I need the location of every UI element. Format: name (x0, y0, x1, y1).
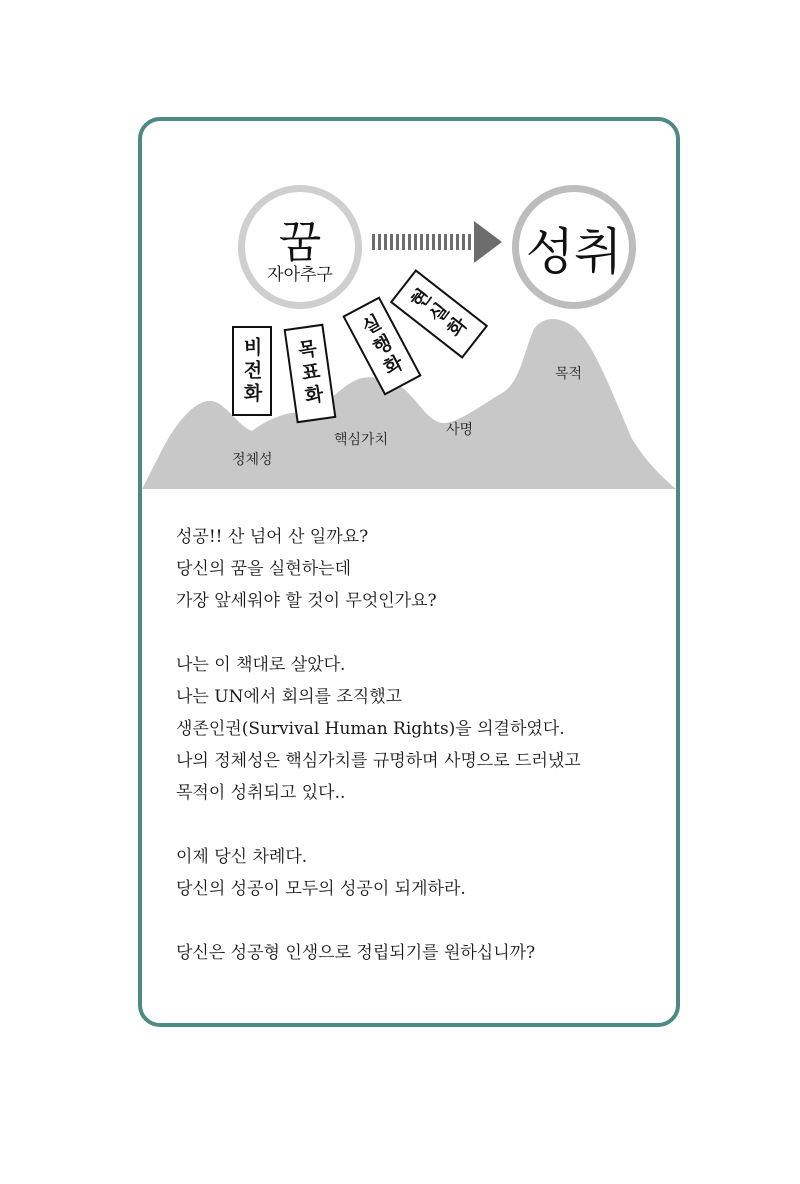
text-line: 생존인권(Survival Human Rights)을 의결하였다. (176, 719, 565, 739)
stage-label: 현실화 (404, 284, 473, 345)
dream-circle (238, 185, 362, 309)
progress-arrow (370, 221, 502, 263)
achievement-circle (512, 185, 636, 309)
body-text (176, 521, 656, 969)
text-line: 성공!! 산 넘어 산 일까요? (176, 527, 369, 547)
mountain-label-core-values: 핵심가치 (334, 432, 389, 448)
content-card (138, 117, 680, 1027)
text-line: 가장 앞세워야 할 것이 무엇인가요? (176, 591, 437, 611)
paragraph (176, 649, 656, 809)
mountain-label-mission: 사명 (446, 422, 474, 438)
text-line: 이제 당신 차례다. (176, 847, 308, 867)
dream-to-achievement-diagram (142, 121, 676, 506)
mountain-label-identity: 정체성 (232, 452, 273, 468)
achievement-title: 성취 (525, 223, 623, 281)
dream-subtitle: 자아추구 (267, 265, 333, 285)
text-line: 나는 UN에서 회의를 조직했고 (176, 687, 403, 707)
paragraph (176, 841, 656, 905)
stage-label: 목표화 (293, 337, 326, 410)
mountain-label-purpose: 목적 (555, 366, 583, 382)
dream-title: 꿈 (278, 217, 322, 268)
text-line: 나의 정체성은 핵심가치를 규명하며 사명으로 드러냈고 (176, 751, 581, 771)
text-line: 나는 이 책대로 살았다. (176, 655, 346, 675)
text-line: 당신의 꿈을 실현하는데 (176, 559, 352, 579)
text-line: 당신의 성공이 모두의 성공이 되게하라. (176, 879, 466, 899)
stage-label: 비전화 (240, 336, 263, 406)
mountain-range (142, 319, 676, 489)
text-line: 목적이 성취되고 있다.. (176, 783, 346, 803)
paragraph (176, 521, 656, 617)
stage-box-vision (232, 326, 272, 416)
paragraph (176, 937, 656, 969)
text-line: 당신은 성공형 인생으로 정립되기를 원하십니까? (176, 943, 536, 963)
stage-label: 실행화 (355, 310, 408, 382)
